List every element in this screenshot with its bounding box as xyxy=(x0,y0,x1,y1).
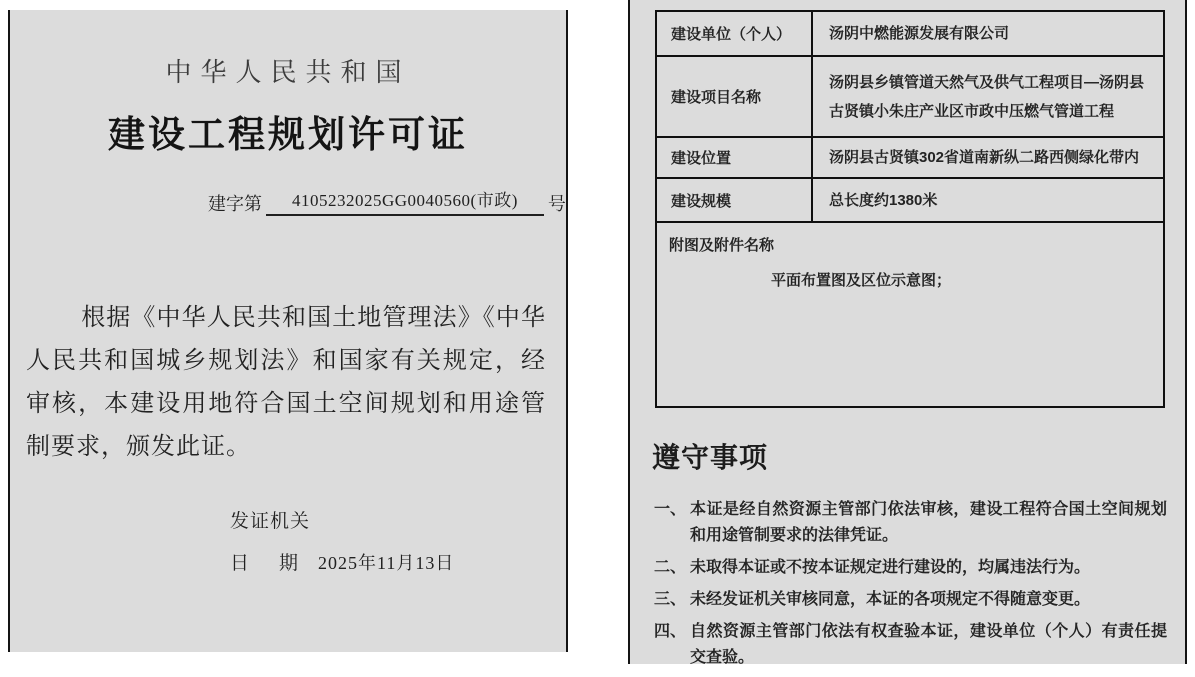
permit-number-suffix: 号 xyxy=(547,194,566,214)
note-number: 二、 xyxy=(654,559,687,576)
legal-basis-paragraph: 根据《中华人民共和国土地管理法》《中华人民共和国城乡规划法》和国家有关规定，经审核，本建设用地符合国土空间规划和用途管制要求，颁发此证。 xyxy=(26,304,546,460)
row-label: 建设项目名称 xyxy=(657,57,813,136)
row-label: 建设单位（个人） xyxy=(657,12,813,55)
row-label: 建设规模 xyxy=(657,179,813,221)
note-text: 本证是经自然资源主管部门依法审核，建设工程符合国土空间规划和用途管制要求的法律凭证。 xyxy=(690,501,1167,544)
note-text: 未经发证机关审核同意，本证的各项规定不得随意变更。 xyxy=(690,591,1091,608)
issue-date-line xyxy=(230,548,454,575)
permit-number-line xyxy=(208,186,566,216)
table-row xyxy=(657,57,1163,138)
permit-detail-page xyxy=(628,0,1187,664)
permit-number-prefix: 建字第 xyxy=(208,194,262,214)
row-value: 汤阴县乡镇管道天然气及供气工程项目—汤阴县古贤镇小朱庄产业区市政中压燃气管道工程 xyxy=(829,73,1145,120)
note-item xyxy=(654,555,1167,581)
table-row xyxy=(657,138,1163,179)
note-number: 四、 xyxy=(654,623,687,640)
note-item xyxy=(654,587,1167,613)
row-value: 总长度约1380米 xyxy=(829,191,938,209)
note-number: 一、 xyxy=(654,501,687,518)
table-row xyxy=(657,12,1163,57)
attachment-label: 附图及附件名称 xyxy=(669,237,775,254)
note-number: 三、 xyxy=(654,591,687,608)
notes-section-title: 遵守事项 xyxy=(652,442,769,473)
row-label: 建设位置 xyxy=(657,138,813,177)
date-word-1: 日 xyxy=(230,553,250,574)
country-name: 中华人民共和国 xyxy=(165,58,411,87)
issuer-label: 发证机关 xyxy=(230,511,311,532)
issue-date-value: 2025年11月13日 xyxy=(318,553,455,573)
permit-cover-page xyxy=(8,10,568,652)
note-text: 自然资源主管部门依法有权查验本证，建设单位（个人）有责任提交查验。 xyxy=(690,623,1167,666)
certificate-title: 建设工程规划许可证 xyxy=(108,114,468,155)
note-item xyxy=(654,497,1167,549)
permit-number: 4105232025GG0040560(市政) xyxy=(266,186,544,216)
note-text: 未取得本证或不按本证规定进行建设的，均属违法行为。 xyxy=(690,559,1091,576)
attachment-value: 平面布置图及区位示意图； xyxy=(771,272,952,289)
row-value: 汤阴中燃能源发展有限公司 xyxy=(829,25,1010,42)
note-item xyxy=(654,619,1167,671)
table-row xyxy=(657,179,1163,223)
row-value: 汤阴县古贤镇302省道南新纵二路西侧绿化带内 xyxy=(829,149,1140,166)
notes-list xyxy=(654,497,1167,677)
attachment-row xyxy=(657,223,1163,406)
project-info-table xyxy=(655,10,1165,408)
date-word-2: 期 xyxy=(279,553,299,574)
